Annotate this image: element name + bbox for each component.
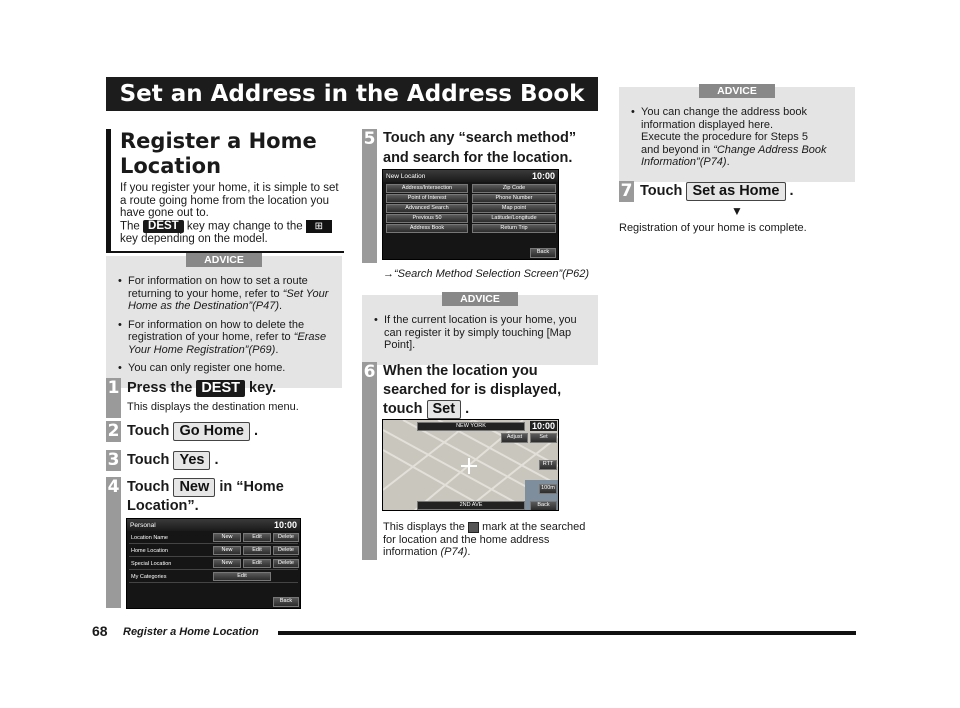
- go-home-button[interactable]: Go Home: [173, 422, 249, 441]
- yes-button[interactable]: Yes: [173, 451, 210, 470]
- step-text: in “Home: [219, 479, 284, 495]
- intro-text: key may change to the: [186, 220, 303, 233]
- home-key-icon: ⊞: [306, 220, 332, 233]
- edit-button[interactable]: Edit: [243, 533, 271, 542]
- delete-button[interactable]: Delete: [273, 546, 299, 555]
- step-title: When the location you: [383, 363, 538, 379]
- description-line: [383, 521, 598, 534]
- dest-key-label: DEST: [143, 220, 184, 233]
- description-text: mark at the searched: [482, 521, 586, 533]
- section-title-line2: Location: [120, 154, 222, 178]
- advice-label: ADVICE: [442, 292, 518, 306]
- description-text: information: [383, 546, 438, 558]
- advice-text: .: [279, 300, 283, 312]
- advice-text: and beyond in: [641, 143, 711, 156]
- back-button[interactable]: Back: [273, 597, 299, 607]
- zip-code-button[interactable]: Zip Code: [472, 184, 556, 193]
- phone-number-button[interactable]: Phone Number: [472, 194, 556, 203]
- return-trip-button[interactable]: Return Trip: [472, 224, 556, 233]
- map-city-label: NEW YORK: [417, 422, 525, 431]
- advice-item: • You can only register one home.: [116, 362, 332, 375]
- description-line: [383, 546, 598, 559]
- row-label: Special Location: [131, 561, 172, 567]
- advice-text: returning to your home, refer to: [128, 287, 280, 300]
- advice-text: • You can change the address book: [641, 106, 807, 118]
- screenshot-personal-menu: [126, 518, 301, 609]
- step-text: .: [214, 452, 219, 468]
- step-title: [127, 422, 258, 441]
- previous-50-button[interactable]: Previous 50: [386, 214, 468, 223]
- intro-text: The: [120, 220, 140, 233]
- rtt-button[interactable]: RTT: [539, 460, 557, 470]
- step-text: touch: [383, 401, 423, 417]
- advice-text: • For information on how to delete the: [128, 318, 305, 331]
- advice-text: [128, 344, 332, 357]
- row-label: Home Location: [131, 548, 168, 554]
- step-title-line2: searched for is displayed,: [383, 382, 562, 398]
- screen-header: [127, 519, 300, 531]
- step-text: .: [789, 183, 794, 199]
- footer-section-title: Register a Home Location: [123, 626, 259, 638]
- step-title: [640, 182, 794, 201]
- down-arrow-icon: ▼: [731, 204, 743, 218]
- step-number: 1: [106, 378, 121, 418]
- latitude-longitude-button[interactable]: Latitude/Longitude: [472, 214, 556, 223]
- screen-reference: →“Search Method Selection Screen”(P62): [383, 268, 590, 280]
- screen-clock: 10:00: [532, 421, 556, 431]
- advice-text: • If the current location is your home, you: [384, 314, 577, 326]
- page-reference: Your Home Registration”(P69): [128, 343, 276, 356]
- scale-button[interactable]: 100m: [539, 484, 557, 494]
- advice-text: can register it by simply touching [Map: [384, 326, 572, 339]
- address-book-button[interactable]: Address Book: [386, 224, 468, 233]
- intro-text: [120, 182, 344, 246]
- section-title-line1: Register a Home: [120, 129, 317, 153]
- page-reference: “Change Address Book: [713, 143, 827, 156]
- set-button[interactable]: Set: [530, 433, 557, 443]
- row-label: My Categories: [131, 574, 167, 580]
- step-number: 2: [107, 421, 120, 441]
- advice-item: [372, 314, 588, 352]
- page-reference: (P74): [440, 546, 468, 558]
- intro-line: If you register your home, it is simple to set: [120, 182, 339, 194]
- step-number: 3: [107, 450, 120, 470]
- list-row: [129, 545, 298, 557]
- footer-rule: [278, 631, 856, 635]
- new-button[interactable]: New: [213, 559, 241, 568]
- advice-text: [128, 288, 332, 301]
- advice-box-middle: [362, 295, 598, 365]
- new-button[interactable]: New: [213, 546, 241, 555]
- screen-header: [383, 170, 558, 182]
- page-number: 68: [92, 623, 108, 639]
- screenshot-search-method: [382, 169, 559, 260]
- advice-text: • For information on how to set a route: [128, 275, 308, 287]
- advice-item: [116, 319, 332, 357]
- screen-clock: 10:00: [273, 520, 297, 530]
- advice-text: .: [275, 343, 279, 356]
- intro-line: have gone out to.: [120, 207, 209, 219]
- advice-box-left: [106, 256, 342, 388]
- adjust-button[interactable]: Adjust: [501, 433, 528, 443]
- screen-clock: 10:00: [531, 171, 555, 181]
- advice-label: ADVICE: [699, 84, 775, 98]
- set-button[interactable]: Set: [427, 400, 462, 419]
- list-row: [129, 532, 298, 544]
- advice-text: [128, 300, 332, 313]
- step-number: 7: [620, 181, 633, 201]
- advice-item: [629, 106, 845, 169]
- step-text: .: [465, 401, 470, 417]
- delete-button[interactable]: Delete: [273, 559, 299, 568]
- step-title-line2: and search for the location.: [383, 150, 573, 166]
- step-number: 4: [106, 477, 121, 608]
- point-of-interest-button[interactable]: Point of Interest: [386, 194, 468, 203]
- step-text: Touch: [640, 183, 683, 199]
- screen-title: Personal: [130, 521, 156, 529]
- edit-button[interactable]: Edit: [243, 546, 271, 555]
- step-description: This displays the destination menu.: [127, 401, 299, 413]
- page-title: Set an Address in the Address Book: [106, 77, 598, 111]
- row-label: Location Name: [131, 535, 168, 541]
- back-button[interactable]: Back: [530, 501, 557, 511]
- step-title: [127, 478, 284, 497]
- intro-line: [120, 220, 344, 234]
- advice-text: .: [726, 156, 730, 168]
- screenshot-map: [382, 419, 559, 511]
- step-number: 6: [362, 362, 377, 560]
- step-title: [127, 379, 276, 398]
- new-button[interactable]: New: [213, 533, 241, 542]
- address-intersection-button[interactable]: Address/Intersection: [386, 184, 468, 193]
- advice-item: [116, 275, 332, 313]
- step-title-line3: [383, 400, 469, 419]
- step-title: [127, 451, 219, 470]
- back-button[interactable]: Back: [530, 248, 556, 258]
- advice-text: Point].: [384, 339, 416, 351]
- list-row: [129, 558, 298, 570]
- step-text: Press the: [127, 380, 193, 396]
- step-title-line2: Location”.: [127, 498, 199, 514]
- home-mark-icon: [468, 522, 479, 533]
- page-reference: Information”(P74): [641, 156, 727, 168]
- set-as-home-button[interactable]: Set as Home: [686, 182, 785, 201]
- list-row: [129, 571, 298, 583]
- description-text: .: [467, 546, 471, 558]
- advice-text: information displayed here.: [641, 118, 774, 131]
- step-text: .: [253, 423, 258, 439]
- advanced-search-button[interactable]: Advanced Search: [386, 204, 468, 213]
- intro-line: a route going home from the location you: [120, 194, 330, 207]
- step-result: Registration of your home is complete.: [619, 222, 807, 234]
- new-button[interactable]: New: [173, 478, 215, 497]
- screen-title: New Location: [386, 172, 426, 180]
- page-reference: Home as the Destination”(P47): [128, 300, 280, 312]
- step-description: [383, 521, 598, 559]
- map-point-button[interactable]: Map point: [472, 204, 556, 213]
- advice-box-right: [619, 87, 855, 182]
- step-title: Touch any “search method”: [383, 130, 577, 146]
- description-line: for location and the home address: [383, 533, 550, 546]
- advice-text: [641, 156, 845, 169]
- page-reference: “Set Your: [282, 287, 329, 300]
- advice-text: Execute the procedure for Steps 5: [641, 131, 808, 143]
- step-text: Touch: [127, 479, 170, 495]
- intro-line: key depending on the model.: [120, 233, 268, 246]
- map-street-label: 2ND AVE: [417, 501, 525, 510]
- dest-key-label: DEST: [196, 380, 245, 397]
- advice-text: [641, 144, 845, 157]
- edit-button[interactable]: Edit: [213, 572, 271, 581]
- advice-text: registration of your home, refer to: [128, 331, 291, 343]
- section-heading-block: [106, 129, 344, 253]
- advice-label: ADVICE: [186, 253, 262, 267]
- advice-text: [128, 331, 332, 344]
- step-text: Touch: [127, 423, 170, 439]
- step-number: 5: [362, 129, 377, 263]
- step-text: key.: [249, 380, 277, 396]
- edit-button[interactable]: Edit: [243, 559, 271, 568]
- page-reference: “Erase: [293, 331, 327, 343]
- delete-button[interactable]: Delete: [273, 533, 299, 542]
- description-text: This displays the: [383, 521, 465, 533]
- step-text: Touch: [127, 452, 170, 468]
